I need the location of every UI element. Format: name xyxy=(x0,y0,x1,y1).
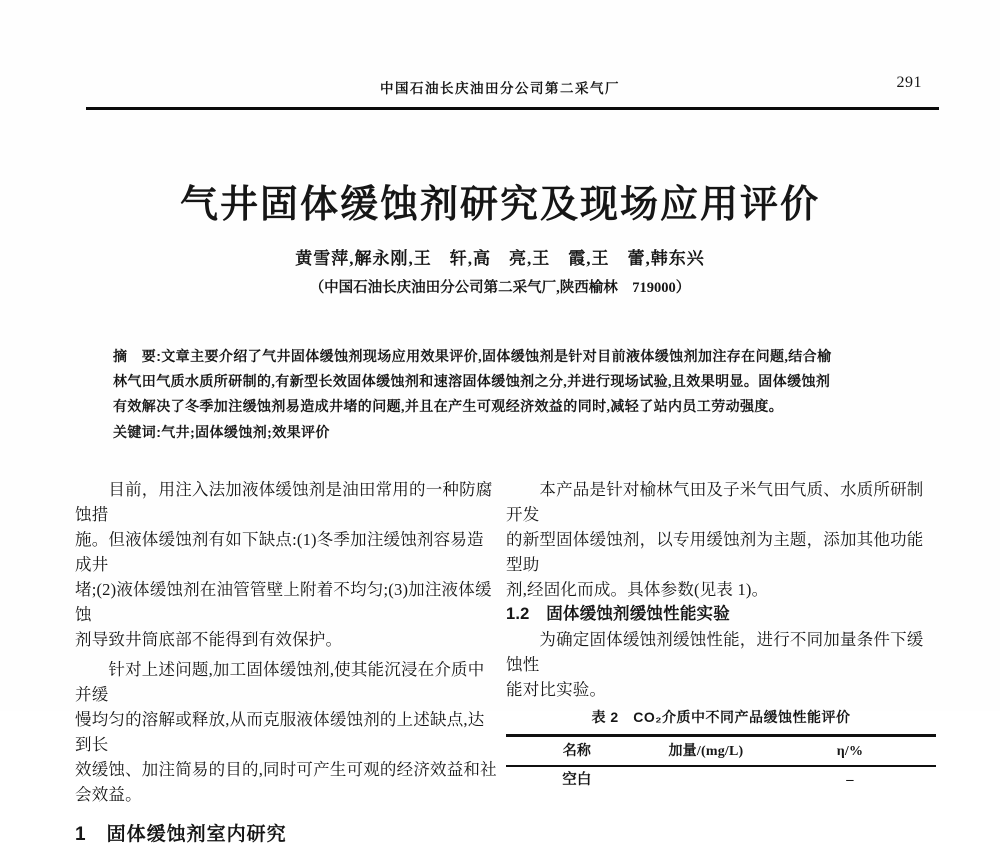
text-line: 施。但液体缓蚀剂有如下缺点:(1)冬季加注缓蚀剂容易造成井 xyxy=(75,530,484,574)
paper-title: 气井固体缓蚀剂研究及现场应用评价 xyxy=(179,184,820,226)
keywords-label: 关键词: xyxy=(113,424,162,440)
table-header-dosage: 加量/(mg/L) xyxy=(668,743,744,759)
abstract-text: 文章主要介绍了气井固体缓蚀剂现场应用效果评价,固体缓蚀剂是针对目前液体缓蚀剂加注存在问题,结合榆 xyxy=(161,350,832,365)
abstract-block xyxy=(113,344,899,446)
keywords-text: 气井;固体缓蚀剂;效果评价 xyxy=(161,426,330,441)
running-title: 中国石油长庆油田分公司第二采气厂 xyxy=(380,81,620,96)
text-line: 能对比实验。 xyxy=(506,680,607,699)
table-cell-name: 空白 xyxy=(562,772,592,788)
text-line: 堵;(2)液体缓蚀剂在油管管壁上附着不均匀;(3)加注液体缓蚀 xyxy=(75,580,492,624)
abstract-label: 摘 要: xyxy=(113,348,162,364)
table-header-row xyxy=(506,737,936,767)
text-line: 剂导致井筒底部不能得到有效保护。 xyxy=(75,630,343,649)
abstract-line xyxy=(113,344,899,370)
header-rule xyxy=(86,107,939,110)
page-number: 291 xyxy=(896,74,922,91)
text-line: 效缓蚀、加注简易的目的,同时可产生可观的经济效益和社会效益。 xyxy=(75,760,497,804)
authors-line: 黄雪萍,解永刚,王 轩,高 亮,王 霞,王 蕾,韩东兴 xyxy=(295,249,705,268)
abstract-line: 有效解决了冬季加注缓蚀剂易造成井堵的问题,并且在产生可观经济效益的同时,减轻了站内员工劳动强度。 xyxy=(113,400,784,415)
text-line: 剂,经固化而成。具体参数(见表 1)。 xyxy=(506,580,769,599)
text-line: 的新型固体缓蚀剂，以专用缓蚀剂为主题，添加其他功能型助 xyxy=(506,530,924,574)
section-1-heading: 1 固体缓蚀剂室内研究 xyxy=(75,824,287,845)
text-line: 目前，用注入法加液体缓蚀剂是油田常用的一种防腐蚀措 xyxy=(75,480,493,524)
table-2-caption: 表 2 CO₂介质中不同产品缓蚀性能评价 xyxy=(591,709,851,725)
text-line: 为确定固体缓蚀剂缓蚀性能，进行不同加量条件下缓蚀性 xyxy=(506,630,924,674)
text-line: 本产品是针对榆林气田及子米气田气质、水质所研制开发 xyxy=(506,480,924,524)
table-2 xyxy=(506,734,936,794)
left-column xyxy=(75,477,499,847)
table-header-eta: η/% xyxy=(836,743,864,759)
two-column-body xyxy=(75,477,936,847)
section-1-2-heading: 1.2 固体缓蚀剂缓蚀性能实验 xyxy=(506,605,730,623)
table-cell-eta: – xyxy=(846,772,854,788)
text-line: 针对上述问题,加工固体缓蚀剂,使其能沉浸在介质中并缓 xyxy=(75,660,485,704)
keywords-line xyxy=(113,420,899,446)
text-line: 慢均匀的溶解或释放,从而克服液体缓蚀剂的上述缺点,达到长 xyxy=(75,710,485,754)
affiliation-line: （中国石油长庆油田分公司第二采气厂,陕西榆林 719000） xyxy=(309,280,691,296)
abstract-line: 林气田气质水质所研制的,有新型长效固体缓蚀剂和速溶固体缓蚀剂之分,并进行现场试验,且效果明显。固体缓蚀剂 xyxy=(113,375,831,390)
right-column xyxy=(506,477,936,847)
table-header-name: 名称 xyxy=(562,743,592,759)
table-row xyxy=(506,767,936,794)
